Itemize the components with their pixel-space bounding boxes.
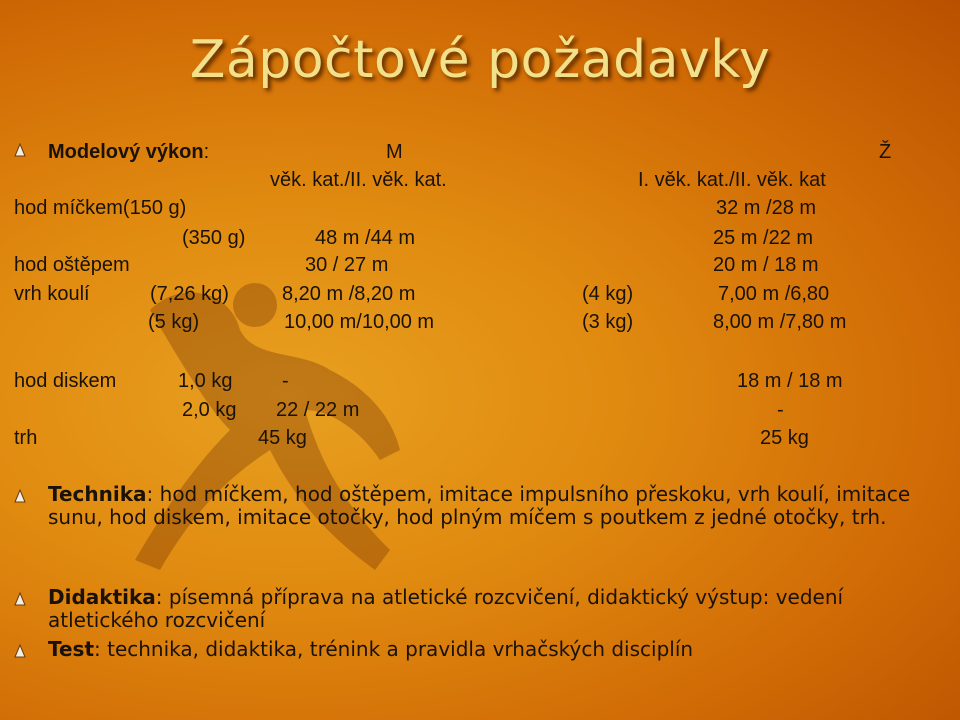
row-mickem-350-men: 48 m /44 m <box>315 227 416 249</box>
row-ostep-men: 30 / 27 m <box>305 254 389 276</box>
model-label: Modelový výkon: <box>48 141 210 163</box>
row-disk-women: 18 m / 18 m <box>737 370 843 392</box>
test-label: Test <box>48 637 95 661</box>
didaktika-paragraph <box>48 586 948 632</box>
row-disk2-women: - <box>777 399 784 421</box>
row-koule2-women: 8,00 m /7,80 m <box>713 311 847 333</box>
row-disk2-men: 22 / 22 m <box>276 399 360 421</box>
row-disk-men-weight: 1,0 kg <box>178 370 233 392</box>
row-disk-label: hod diskem <box>14 370 117 392</box>
category-left: věk. kat./II. věk. kat. <box>270 169 447 191</box>
test-paragraph <box>48 638 948 661</box>
header-m: M <box>386 141 403 163</box>
row-ostep-label: hod oštěpem <box>14 254 130 276</box>
technika-label: Technika <box>48 482 147 506</box>
row-trh-label: trh <box>14 427 38 449</box>
didaktika-label: Didaktika <box>48 585 156 609</box>
technika-text: : hod míčkem, hod oštěpem, imitace impulsního přeskoku, vrh koulí, imitace sunu, hod diskem, imitace otočky, hod plným míčem s poutkem z jedné otočky, trh. <box>48 482 911 529</box>
row-koule-women: 7,00 m /6,80 <box>718 283 830 305</box>
bullet-icon <box>14 489 26 503</box>
row-mickem-350-women: 25 m /22 m <box>713 227 814 249</box>
row-hod-mickem-label: hod míčkem(150 g) <box>14 197 187 219</box>
row-koule-label: vrh koulí <box>14 283 90 305</box>
bullet-icon <box>14 592 26 606</box>
row-koule2-men-weight: (5 kg) <box>148 311 200 333</box>
row-trh-men: 45 kg <box>258 427 307 449</box>
row-koule2-women-weight: (3 kg) <box>582 311 634 333</box>
row-disk2-weight: 2,0 kg <box>182 399 237 421</box>
header-z: Ž <box>879 141 892 163</box>
technika-paragraph <box>48 483 948 529</box>
test-text: : technika, didaktika, trénink a pravidla vrhačských disciplín <box>94 637 694 661</box>
row-koule-men-weight: (7,26 kg) <box>150 283 229 305</box>
category-right: I. věk. kat./II. věk. kat <box>638 169 826 191</box>
row-hod-mickem-women: 32 m /28 m <box>716 197 817 219</box>
row-trh-women: 25 kg <box>760 427 809 449</box>
row-mickem-350-weight: (350 g) <box>182 227 246 249</box>
row-disk-men: - <box>282 370 289 392</box>
didaktika-text: : písemná příprava na atletické rozcvičení, didaktický výstup: vedení atletického rozcvičení <box>48 585 844 632</box>
bullet-icon <box>14 644 26 658</box>
slide-title: Zápočtové požadavky <box>189 30 771 90</box>
bullet-icon <box>14 143 26 157</box>
row-koule-men: 8,20 m /8,20 m <box>282 283 416 305</box>
row-ostep-women: 20 m / 18 m <box>713 254 819 276</box>
row-koule-women-weight: (4 kg) <box>582 283 634 305</box>
row-koule2-men: 10,00 m/10,00 m <box>284 311 435 333</box>
